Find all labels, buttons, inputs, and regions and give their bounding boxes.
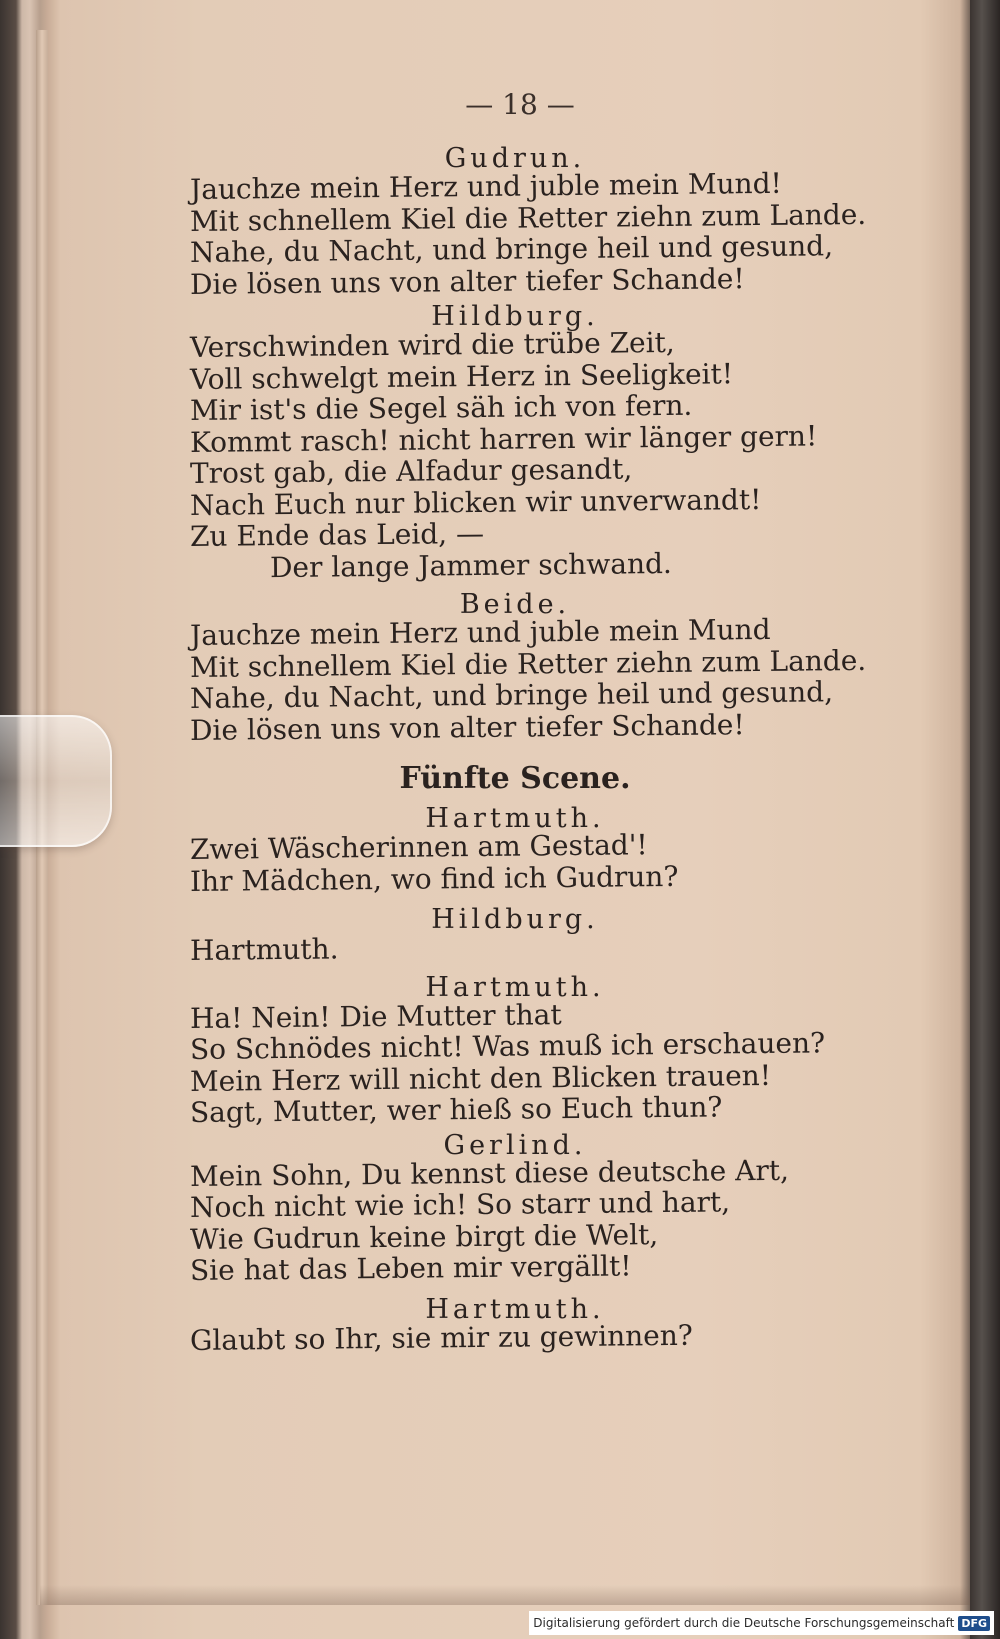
- speech-block: [190, 973, 840, 1129]
- verse-line: Sagt, Mutter, wer hieß so Euch thun?: [189, 1090, 723, 1129]
- verse-line: Kommt rasch! nicht harren wir länger gern!: [189, 418, 818, 459]
- speaker-name: Beide.: [459, 589, 571, 620]
- speaker-name: Hildburg.: [431, 904, 599, 935]
- verse-line: Voll schwelgt mein Herz in Seeligkeit!: [189, 356, 734, 396]
- verse-line: Mit schnellem Kiel die Retter ziehn zum Lande.: [189, 643, 867, 684]
- verse-line: Zu Ende das Leid, —: [189, 516, 485, 553]
- verse-line: Sie hat das Leben mir vergällt!: [189, 1249, 632, 1287]
- verse-line: Nahe, du Nacht, und bringe heil und gesund,: [189, 229, 834, 269]
- speech-block: [189, 143, 867, 301]
- verse-line: Trost gab, die Alfadur gesandt,: [189, 452, 633, 490]
- verse-line: Mir ist's die Segel säh ich von fern.: [189, 388, 693, 427]
- plastic-clip: [0, 715, 112, 847]
- verse-line: Jauchze mein Herz und juble mein Mund: [189, 612, 771, 652]
- speech-block: [189, 589, 867, 747]
- verse-line: Ihr Mädchen, wo find ich Gudrun?: [189, 859, 679, 898]
- text-block: [189, 80, 867, 1357]
- verse-line: Mit schnellem Kiel die Retter ziehn zum Lande.: [189, 197, 867, 238]
- speaker-name: Hartmuth.: [425, 971, 605, 1003]
- verse-line: Die lösen uns von alter tiefer Schande!: [189, 707, 745, 747]
- scene-title: Fünfte Scene.: [399, 761, 631, 796]
- speaker-name: Gerlind.: [443, 1129, 587, 1161]
- verse-line: Glaubt so Ihr, sie mir zu gewinnen?: [189, 1318, 693, 1357]
- page-number: — 18 —: [465, 88, 575, 121]
- speaker-name: Hartmuth.: [425, 1293, 605, 1325]
- verse-line: Zwei Wäscherinnen am Gestad'!: [189, 828, 648, 866]
- verse-line: Mein Sohn, Du kennst diese deutsche Art,: [189, 1153, 790, 1193]
- speech-block: [190, 1295, 840, 1357]
- speaker-name: Hartmuth.: [425, 803, 605, 834]
- verse-line-indented: Der lange Jammer schwand.: [269, 546, 673, 584]
- footer-text: Digitalisierung gefördert durch die Deutsche Forschungsgemeinschaft: [533, 1616, 955, 1630]
- verse-line: Verschwinden wird die trübe Zeit,: [189, 325, 675, 364]
- verse-line: Ha! Nein! Die Mutter that: [189, 997, 562, 1035]
- verse-line: Wie Gudrun keine birgt die Welt,: [189, 1217, 659, 1256]
- book-cover-edge: [970, 0, 1000, 1639]
- speaker-name: Gudrun.: [444, 143, 586, 174]
- speech-block: [190, 1131, 840, 1287]
- verse-line: Jauchze mein Herz und juble mein Mund!: [189, 166, 782, 206]
- speech-block: [190, 804, 840, 897]
- dfg-logo: DFG: [958, 1616, 990, 1631]
- verse-line: Die lösen uns von alter tiefer Schande!: [189, 261, 745, 301]
- verse-line: Nahe, du Nacht, und bringe heil und gesund,: [189, 675, 834, 715]
- verse-line: So Schnödes nicht! Was muß ich erschauen?: [189, 1026, 826, 1066]
- verse-line: Nach Euch nur blicken wir unverwandt!: [189, 482, 762, 522]
- speech-block: [190, 302, 840, 584]
- verse-line: Hartmuth.: [189, 932, 339, 967]
- speech-block: [190, 905, 840, 967]
- verse-line: Noch nicht wie ich! So starr und hart,: [189, 1185, 731, 1224]
- speaker-name: Hildburg.: [431, 301, 599, 332]
- verse-line: Mein Herz will nicht den Blicken trauen!: [189, 1058, 772, 1098]
- dfg-footer: [529, 1611, 994, 1635]
- page-shadow: [40, 1585, 970, 1605]
